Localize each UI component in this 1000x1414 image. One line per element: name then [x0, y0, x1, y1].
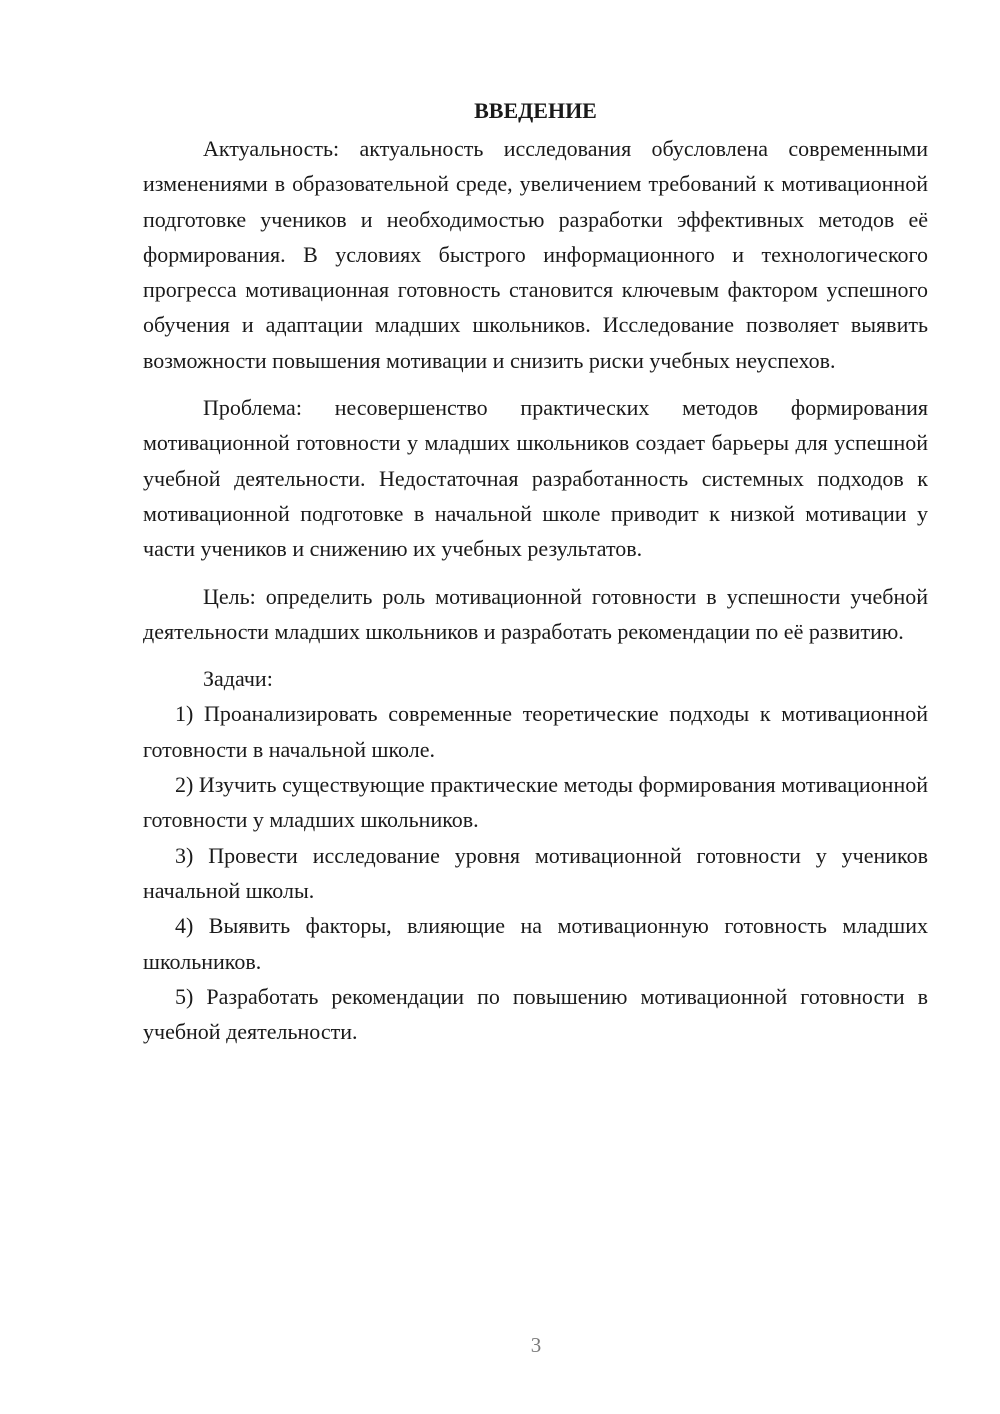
- page-number: 3: [530, 1333, 542, 1357]
- task-item-3: 3) Провести исследование уровня мотивационной готовности у учеников начальной школы.: [143, 842, 928, 903]
- task-item-1: 1) Проанализировать современные теоретические подходы к мотивационной готовности в начальной школе.: [143, 701, 928, 762]
- task-item-2: 2) Изучить существующие практические методы формирования мотивационной готовности у младших школьников.: [143, 772, 928, 833]
- paragraph-goal: Цель: определить роль мотивационной готовности в успешности учебной деятельности младших школьников и разработать рекомендации по её развитию.: [143, 583, 928, 644]
- task-item-5: 5) Разработать рекомендации по повышению мотивационной готовности в учебной деятельности.: [143, 983, 928, 1045]
- section-title: ВВЕДЕНИЕ: [474, 98, 597, 123]
- paragraph-tasks-heading: Задачи:: [203, 666, 273, 692]
- paragraph-relevance: Актуальность: актуальность исследования обусловлена современными изменениями в образовательной среде, увеличением требований к мотивационной подготовке учеников и необходимостью разработки эффективных методов её формирования. В условиях быстрого информационного и технологического прогресса мотивационная готовность становится ключевым фактором успешного обучения и адаптации младших школьников. Исследование позволяет выявить возможности повышения мотивации и снизить риски учебных неуспехов.: [143, 136, 928, 373]
- page-content: [143, 96, 928, 1049]
- paragraph-problem: Проблема: несовершенство практических методов формирования мотивационной готовности у младших школьников создает барьеры для успешной учебной деятельности. Недостаточная разработанность системных подходов к мотивационной подготовке в начальной школе приводит к низкой мотивации у части учеников и снижению их учебных результатов.: [143, 395, 928, 562]
- task-item-4: 4) Выявить факторы, влияющие на мотивационную готовность младших школьников.: [143, 913, 928, 974]
